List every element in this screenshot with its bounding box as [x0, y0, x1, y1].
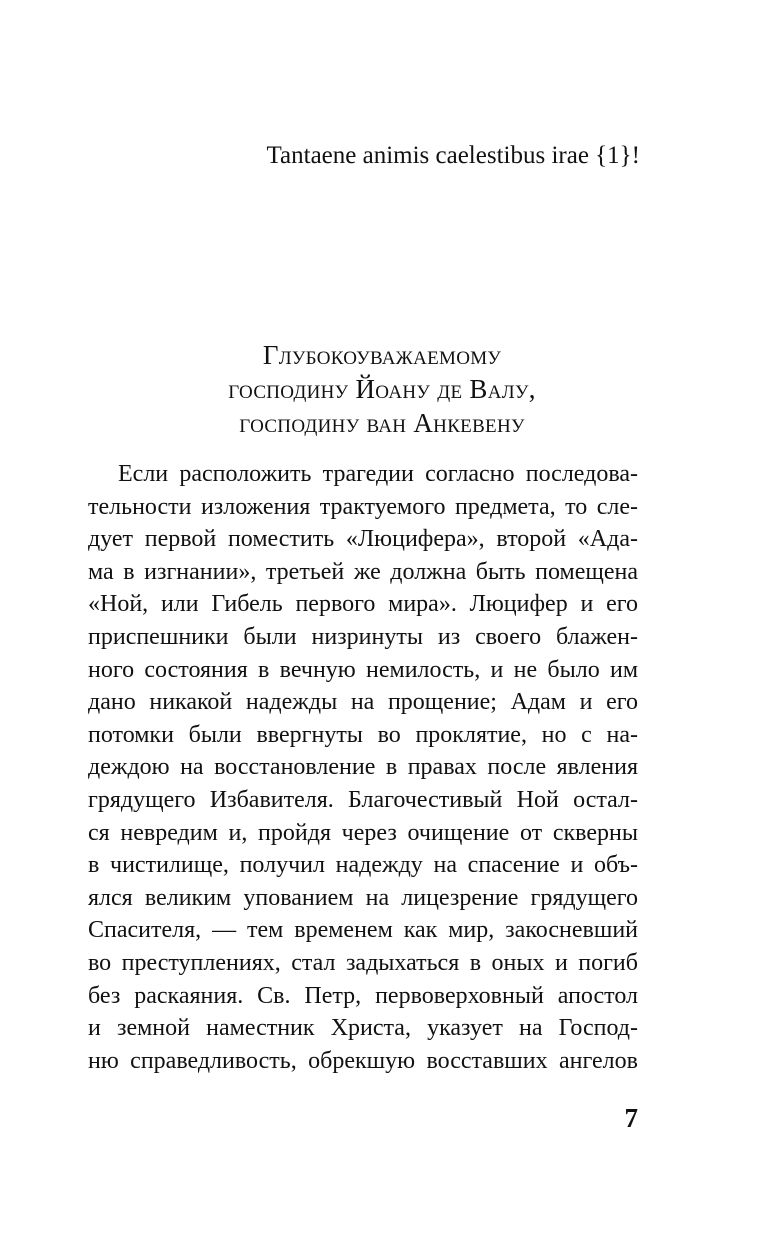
page-number: 7 [624, 1103, 638, 1133]
dedication-heading [122, 338, 642, 440]
text-line: ню справедливость, обрекшую восставших ангелов [88, 1047, 638, 1074]
epigraph: Tantaene animis caelestibus irae {1}! [266, 142, 640, 169]
text-line: во преступлениях, стал задыхаться в оных и погиб [88, 949, 638, 976]
text-line: Если расположить трагедии согласно последова- [118, 461, 638, 487]
dedication-line: господину Йоану де Валу, [228, 374, 536, 404]
text-line: ма в изгнании», третьей же должна быть помещена [88, 558, 638, 585]
text-line: «Ной, или Гибель первого мира». Люцифер и его [88, 591, 638, 618]
text-line: Спасителя, — тем временем как мир, закосневший [88, 917, 638, 944]
text-line: приспешники были низринуты из своего блажен- [88, 623, 638, 650]
dedication-line: Глубокоуважаемому [262, 340, 502, 370]
text-line: потомки были ввергнуты во проклятие, но с на- [88, 721, 638, 748]
text-line: деждою на восстановление в правах после явления [88, 754, 638, 781]
body-paragraph [88, 458, 638, 1077]
text-line: без раскаяния. Св. Петр, первоверховный апостол [88, 982, 638, 1009]
text-line: дует первой поместить «Люцифера», второй «Ада- [88, 526, 638, 553]
text-line: и земной наместник Христа, указует на Господ- [88, 1015, 638, 1042]
text-line: в чистилище, получил надежду на спасение и объ- [88, 852, 638, 879]
text-line: тельности изложения трактуемого предмета, то сле- [88, 493, 638, 520]
text-line: ялся великим упованием на лицезрение грядущего [88, 884, 638, 911]
text-line: ного состояния в вечную немилость, и не было им [88, 656, 638, 683]
text-line: дано никакой надежды на прощение; Адам и его [88, 689, 638, 716]
dedication-line: господину ван Анкевену [239, 408, 525, 438]
text-line: грядущего Избавителя. Благочестивый Ной остал- [88, 786, 638, 813]
text-line: ся невредим и, пройдя через очищение от скверны [88, 819, 638, 846]
